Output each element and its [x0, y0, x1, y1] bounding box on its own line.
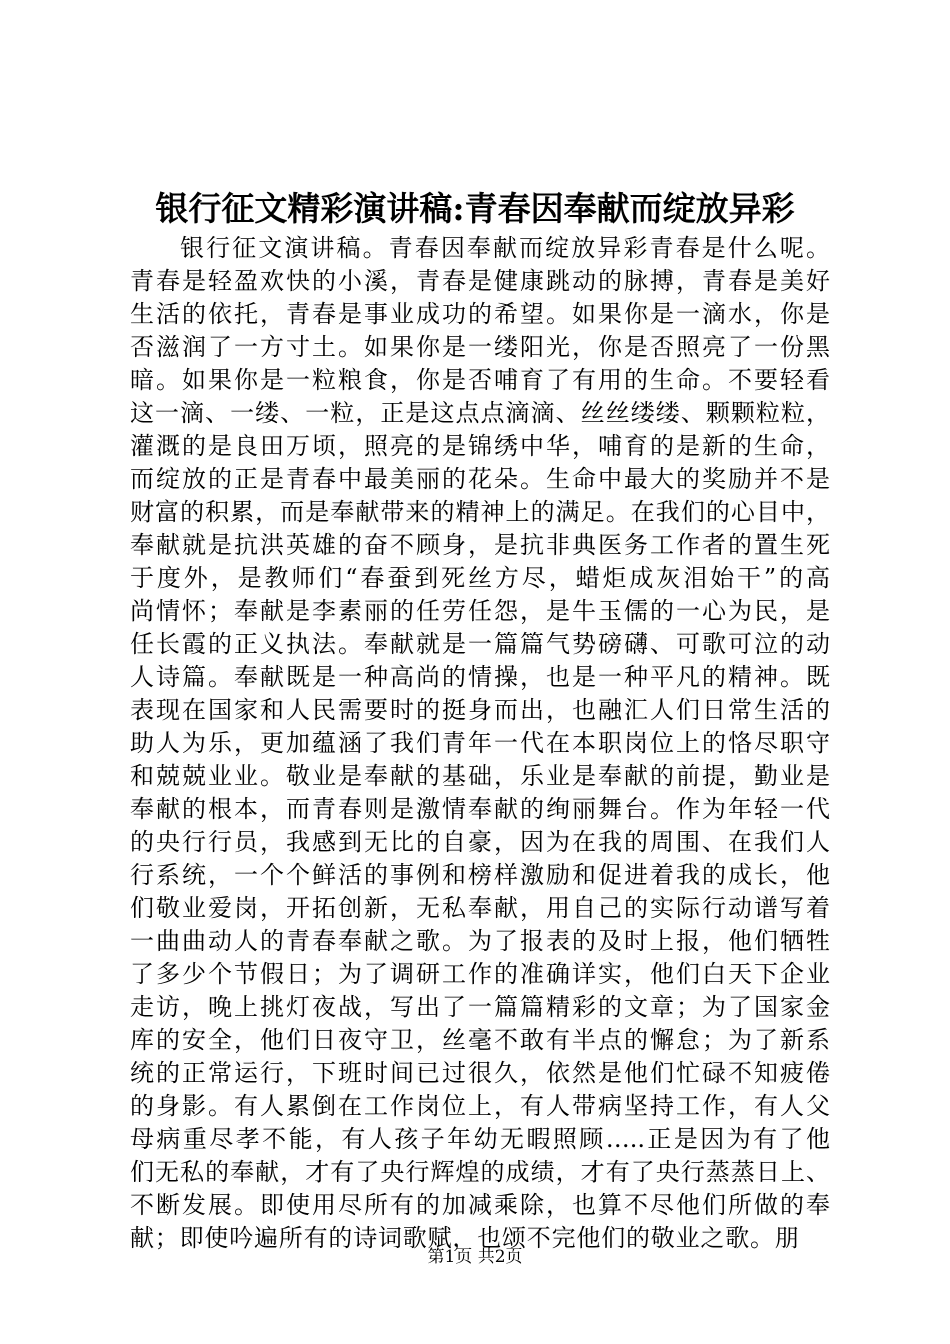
body-line: 和兢兢业业。敬业是奉献的基础，乐业是奉献的前提，勤业是 — [130, 762, 830, 790]
body-line: 于度外，是教师们“春蚕到死丝方尽，蜡炬成灰泪始干”的高 — [130, 564, 830, 592]
document-title: 银行征文精彩演讲稿:青春因奉献而绽放异彩 — [155, 189, 795, 228]
body-line: 行系统，一个个鲜活的事例和榜样激励和促进着我的成长，他 — [130, 861, 830, 889]
body-line: 奉献的根本，而青春则是激情奉献的绚丽舞台。作为年轻一代 — [130, 795, 830, 823]
body-line: 的央行行员，我感到无比的自豪，因为在我的周围、在我们人 — [130, 828, 830, 856]
body-line: 财富的积累，而是奉献带来的精神上的满足。在我们的心目中， — [130, 498, 830, 526]
body-line: 灌溉的是良田万顷，照亮的是锦绣中华，哺育的是新的生命， — [130, 432, 830, 460]
body-line: 一曲曲动人的青春奉献之歌。为了报表的及时上报，他们牺牲 — [130, 927, 830, 955]
body-line: 走访，晚上挑灯夜战，写出了一篇篇精彩的文章；为了国家金 — [130, 993, 830, 1021]
body-line: 人诗篇。奉献既是一种高尚的情操，也是一种平凡的精神。既 — [130, 663, 830, 691]
body-line: 库的安全，他们日夜守卫，丝毫不敢有半点的懈怠；为了新系 — [130, 1026, 830, 1054]
body-line: 的身影。有人累倒在工作岗位上，有人带病坚持工作，有人父 — [130, 1092, 830, 1120]
body-line: 这一滴、一缕、一粒，正是这点点滴滴、丝丝缕缕、颗颗粒粒， — [130, 399, 830, 427]
body-line: 母病重尽孝不能，有人孩子年幼无暇照顾…..正是因为有了他 — [130, 1125, 830, 1153]
body-line: 不断发展。即使用尽所有的加减乘除，也算不尽他们所做的奉 — [130, 1191, 830, 1219]
document-body — [130, 232, 830, 1255]
body-line: 献；即使吟遍所有的诗词歌赋，也颂不完他们的敬业之歌。朋 — [130, 1224, 800, 1252]
body-line: 统的正常运行，下班时间已过很久，依然是他们忙碌不知疲倦 — [130, 1059, 830, 1087]
body-line: 了多少个节假日；为了调研工作的准确详实，他们白天下企业 — [130, 960, 830, 988]
body-line: 表现在国家和人民需要时的挺身而出，也融汇人们日常生活的 — [130, 696, 830, 724]
body-line: 助人为乐，更加蕴涵了我们青年一代在本职岗位上的恪尽职守 — [130, 729, 830, 757]
body-line: 们无私的奉献，才有了央行辉煌的成绩，才有了央行蒸蒸日上、 — [130, 1158, 830, 1186]
body-line: 银行征文演讲稿。青春因奉献而绽放异彩青春是什么呢。 — [180, 234, 830, 262]
body-line: 奉献就是抗洪英雄的奋不顾身，是抗非典医务工作者的置生死 — [130, 531, 830, 559]
body-line: 任长霞的正义执法。奉献就是一篇篇气势磅礴、可歌可泣的动 — [130, 630, 830, 658]
body-line: 生活的依托，青春是事业成功的希望。如果你是一滴水，你是 — [130, 300, 830, 328]
body-line: 们敬业爱岗，开拓创新，无私奉献，用自己的实际行动谱写着 — [130, 894, 830, 922]
body-line: 否滋润了一方寸土。如果你是一缕阳光，你是否照亮了一份黑 — [130, 333, 830, 361]
body-line: 暗。如果你是一粒粮食，你是否哺育了有用的生命。不要轻看 — [130, 366, 830, 394]
body-line: 而绽放的正是青春中最美丽的花朵。生命中最大的奖励并不是 — [130, 465, 830, 493]
body-line: 尚情怀；奉献是李素丽的任劳任怨，是牛玉儒的一心为民，是 — [130, 597, 830, 625]
body-line: 青春是轻盈欢快的小溪，青春是健康跳动的脉搏，青春是美好 — [130, 267, 830, 295]
page-number-footer: 第1页 共2页 — [427, 1247, 523, 1267]
